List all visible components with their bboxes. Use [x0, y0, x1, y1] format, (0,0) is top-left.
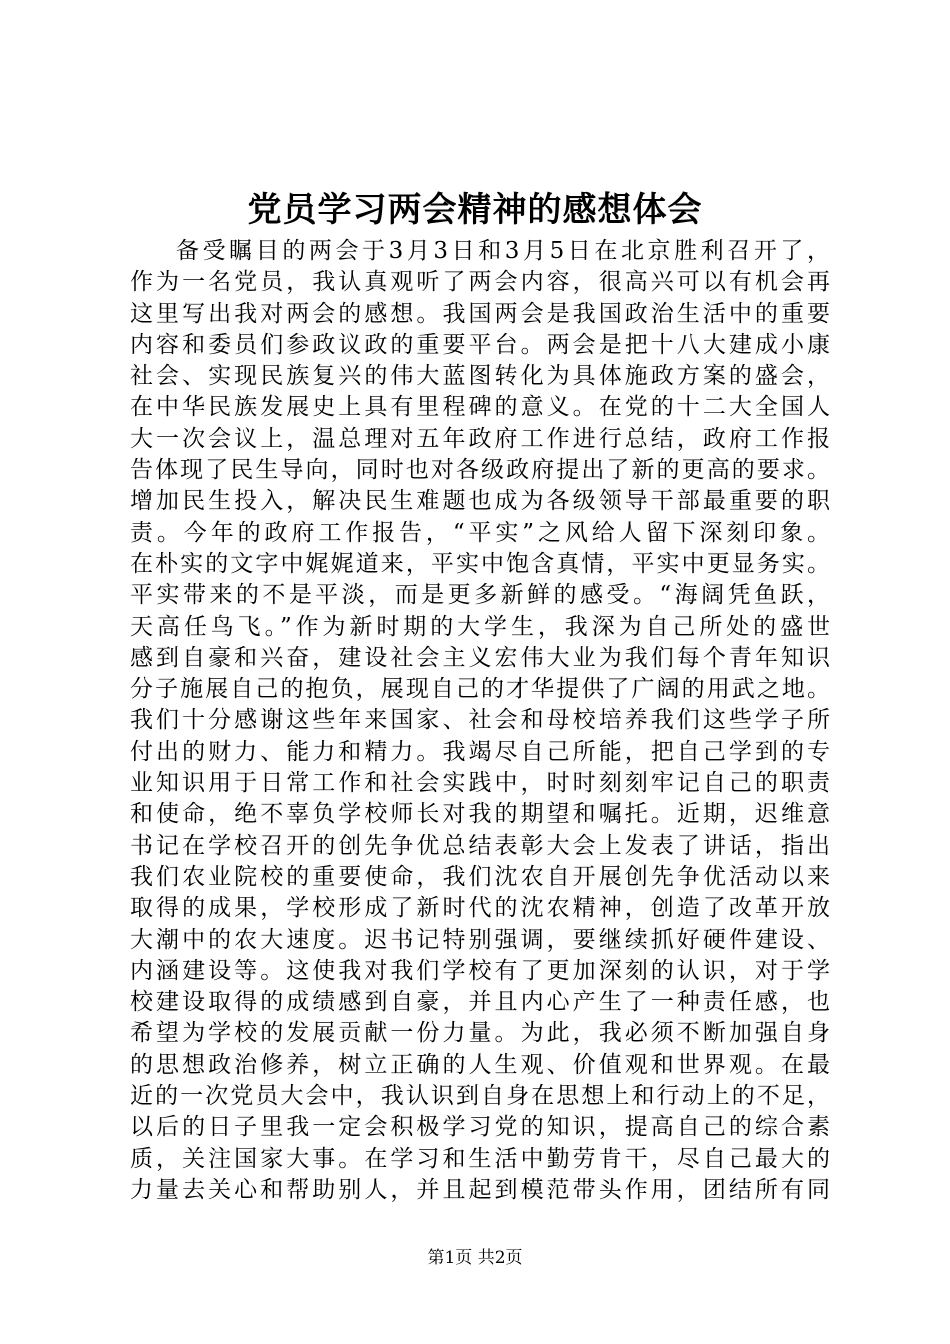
- document-body: [130, 236, 830, 1206]
- body-line: 这里写出我对两会的感想。我国两会是我国政治生活中的重要: [130, 300, 830, 327]
- body-line: 备受瞩目的两会于3月3日和3月5日在北京胜利召开了，: [176, 238, 830, 264]
- page-footer: 第1页 共2页: [427, 1248, 523, 1268]
- body-line: 感到自豪和兴奋，建设社会主义宏伟大业为我们每个青年知识: [130, 644, 830, 671]
- body-line: 告体现了民生导向，同时也对各级政府提出了新的更高的要求。: [130, 457, 830, 484]
- body-line: 内容和委员们参政议政的重要平台。两会是把十八大建成小康: [130, 331, 830, 358]
- body-line: 在中华民族发展史上具有里程碑的意义。在党的十二大全国人: [130, 394, 830, 421]
- body-line: 天高任鸟飞。”作为新时期的大学生，我深为自己所处的盛世: [130, 613, 830, 640]
- body-line: 校建设取得的成绩感到自豪，并且内心产生了一种责任感，也: [130, 989, 830, 1016]
- body-line: 业知识用于日常工作和社会实践中，时时刻刻牢记自己的职责: [130, 770, 830, 797]
- body-line: 我们农业院校的重要使命，我们沈农自开展创先争优活动以来: [130, 863, 830, 890]
- body-line: 取得的成果，学校形成了新时代的沈农精神，创造了改革开放: [130, 895, 830, 922]
- body-line: 增加民生投入，解决民生难题也成为各级领导干部最重要的职: [130, 488, 830, 515]
- body-line: 大一次会议上，温总理对五年政府工作进行总结，政府工作报: [130, 425, 830, 452]
- body-line: 责。今年的政府工作报告，“平实”之风给人留下深刻印象。: [130, 519, 830, 546]
- body-line: 付出的财力、能力和精力。我竭尽自己所能，把自己学到的专: [130, 738, 830, 765]
- body-line: 近的一次党员大会中，我认识到自身在思想上和行动上的不足，: [130, 1083, 830, 1110]
- body-line: 我们十分感谢这些年来国家、社会和母校培养我们这些学子所: [130, 707, 830, 734]
- body-line: 大潮中的农大速度。迟书记特别强调，要继续抓好硬件建设、: [130, 926, 830, 953]
- body-line: 力量去关心和帮助别人，并且起到模范带头作用，团结所有同: [130, 1176, 830, 1203]
- body-line: 作为一名党员，我认真观听了两会内容，很高兴可以有机会再: [130, 269, 830, 296]
- body-line: 的思想政治修养，树立正确的人生观、价值观和世界观。在最: [130, 1051, 830, 1078]
- body-line: 在朴实的文字中娓娓道来，平实中饱含真情，平实中更显务实。: [130, 550, 830, 577]
- document-title: 党员学习两会精神的感想体会: [247, 190, 703, 230]
- body-line: 以后的日子里我一定会积极学习党的知识，提高自己的综合素: [130, 1114, 830, 1141]
- body-line: 内涵建设等。这使我对我们学校有了更加深刻的认识，对于学: [130, 957, 830, 984]
- body-line: 分子施展自己的抱负，展现自己的才华提供了广阔的用武之地。: [130, 676, 830, 703]
- body-line: 和使命，绝不辜负学校师长对我的期望和嘱托。近期，迟维意: [130, 801, 830, 828]
- body-line: 平实带来的不是平淡，而是更多新鲜的感受。“海阔凭鱼跃，: [130, 582, 830, 609]
- body-line: 书记在学校召开的创先争优总结表彰大会上发表了讲话，指出: [130, 832, 830, 859]
- body-line: 社会、实现民族复兴的伟大蓝图转化为具体施政方案的盛会，: [130, 363, 830, 390]
- body-line: 希望为学校的发展贡献一份力量。为此，我必须不断加强自身: [130, 1020, 830, 1047]
- body-line: 质，关注国家大事。在学习和生活中勤劳肯干，尽自己最大的: [130, 1145, 830, 1172]
